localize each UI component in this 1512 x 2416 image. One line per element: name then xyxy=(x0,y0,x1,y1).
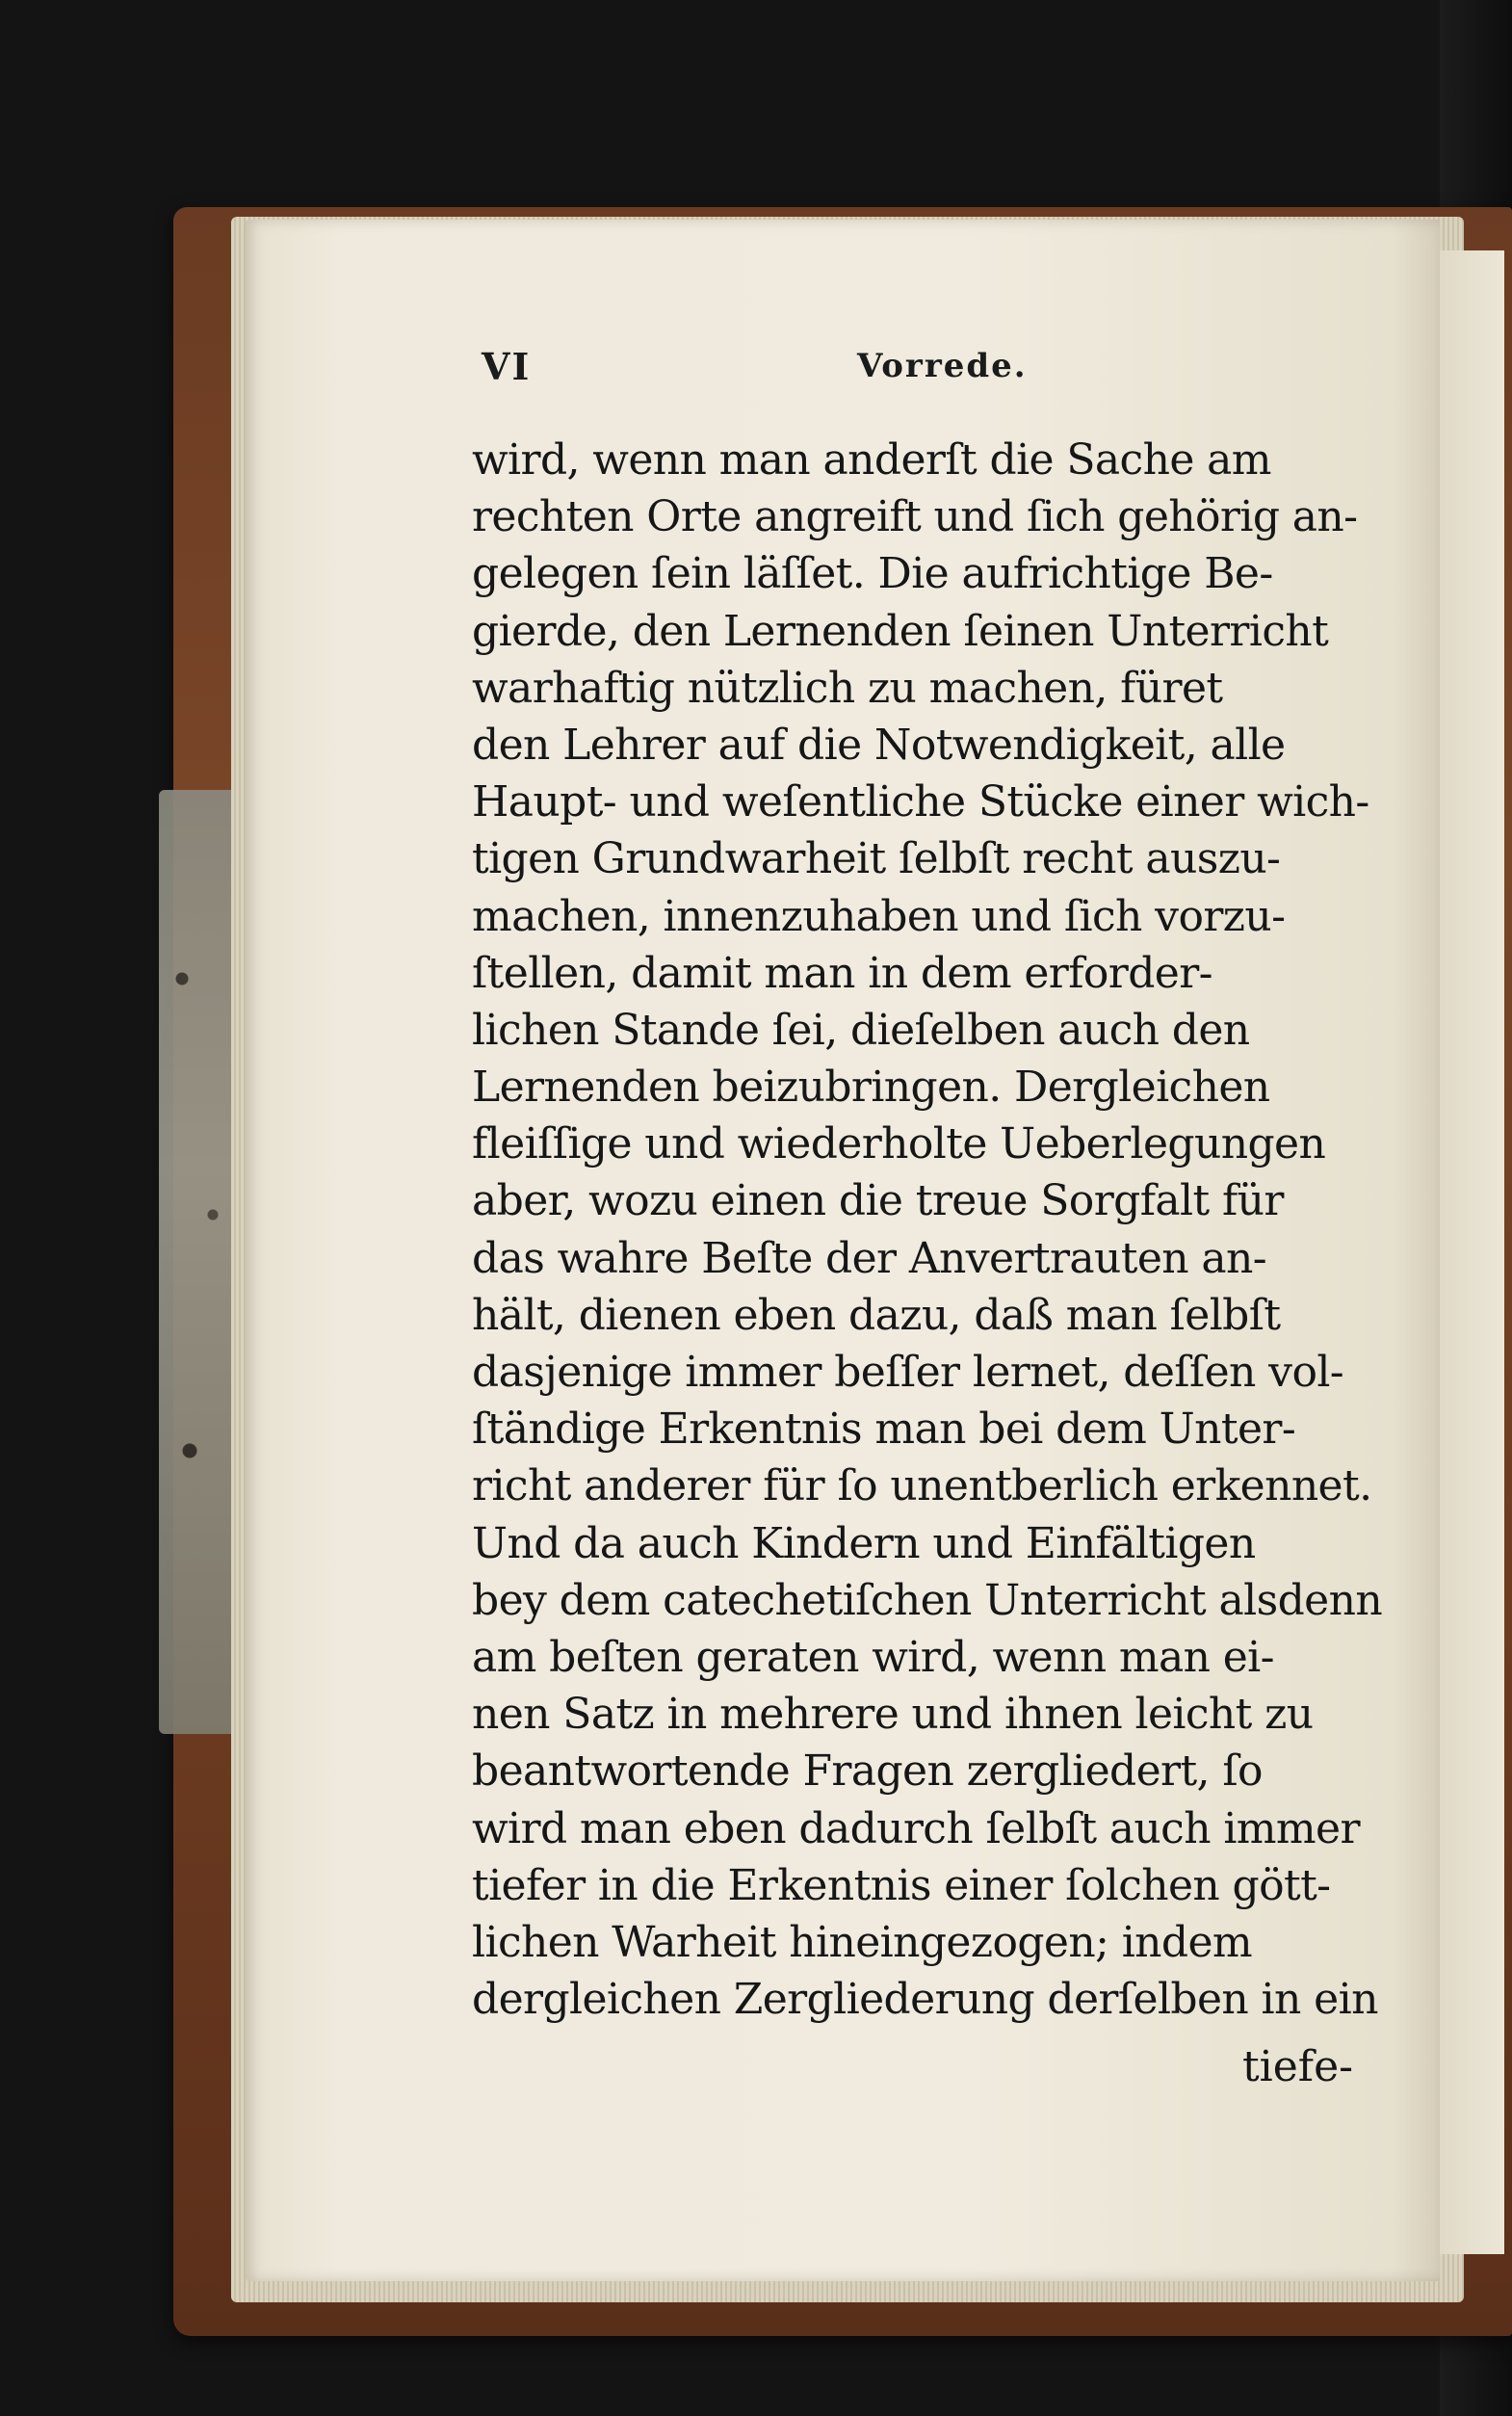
text-line: machen, innenzuhaben und ſich vorzu- xyxy=(472,891,1286,941)
body-text xyxy=(472,432,1396,2028)
text-line: den Lehrer auf die Notwendigkeit, alle xyxy=(472,720,1286,770)
text-line: wird man eben dadurch ſelbſt auch immer xyxy=(472,1803,1360,1853)
text-line: aber, wozu einen die treue Sorgfalt für xyxy=(472,1176,1284,1226)
text-line: ſtellen, damit man in dem erforder- xyxy=(472,948,1212,998)
page-number: VI xyxy=(482,345,532,388)
text-line: wird, wenn man anderſt die Sache am xyxy=(472,435,1271,485)
text-line: dergleichen Zergliederung derſelben in ein xyxy=(472,1975,1378,2025)
facing-page-edge xyxy=(1435,250,1504,2254)
text-line: warhaftig nützlich zu machen, füret xyxy=(472,663,1223,713)
cover-wear-patch xyxy=(159,790,236,1734)
text-line: rechten Orte angreift und ſich gehörig an- xyxy=(472,492,1358,542)
text-line: beantwortende Fragen zergliedert, ſo xyxy=(472,1746,1263,1797)
running-head: Vorrede. xyxy=(857,347,1028,385)
text-line: tiefer in die Erkentnis einer ſolchen gött- xyxy=(472,1860,1331,1910)
text-line: gelegen ſein läſſet. Die aufrichtige Be- xyxy=(472,549,1273,599)
text-line: bey dem catechetiſchen Unterricht alsdenn xyxy=(472,1575,1383,1625)
catchword: tiefe- xyxy=(1242,2042,1353,2091)
text-line: am beſten geraten wird, wenn man ei- xyxy=(472,1632,1274,1682)
text-line: Lernenden beizubringen. Dergleichen xyxy=(472,1063,1270,1113)
text-line: gierde, den Lernenden ſeinen Unterricht xyxy=(472,606,1329,656)
text-line: tigen Grundwarheit ſelbſt recht auszu- xyxy=(472,834,1281,884)
text-line: dasjenige immer beſſer lernet, deſſen vol- xyxy=(472,1348,1344,1397)
text-line: fleiſſige und wiederholte Ueberlegungen xyxy=(472,1119,1326,1169)
text-line: lichen Stande ſei, dieſelben auch den xyxy=(472,1005,1250,1055)
text-line: hält, dienen eben dazu, daß man ſelbſt xyxy=(472,1290,1281,1340)
text-line: das wahre Beſte der Anvertrauten an- xyxy=(472,1233,1267,1283)
text-line: richt anderer für ſo unentberlich erkennet. xyxy=(472,1461,1372,1511)
text-line: nen Satz in mehrere und ihnen leicht zu xyxy=(472,1690,1314,1740)
text-line: lichen Warheit hineingezogen; indem xyxy=(472,1917,1253,1967)
page-header xyxy=(482,345,1059,403)
text-line: ſtändige Erkentnis man bei dem Unter- xyxy=(472,1405,1296,1455)
text-line: Und da auch Kindern und Einfältigen xyxy=(472,1518,1256,1568)
text-line: Haupt- und weſentliche Stücke einer wich- xyxy=(472,777,1369,827)
